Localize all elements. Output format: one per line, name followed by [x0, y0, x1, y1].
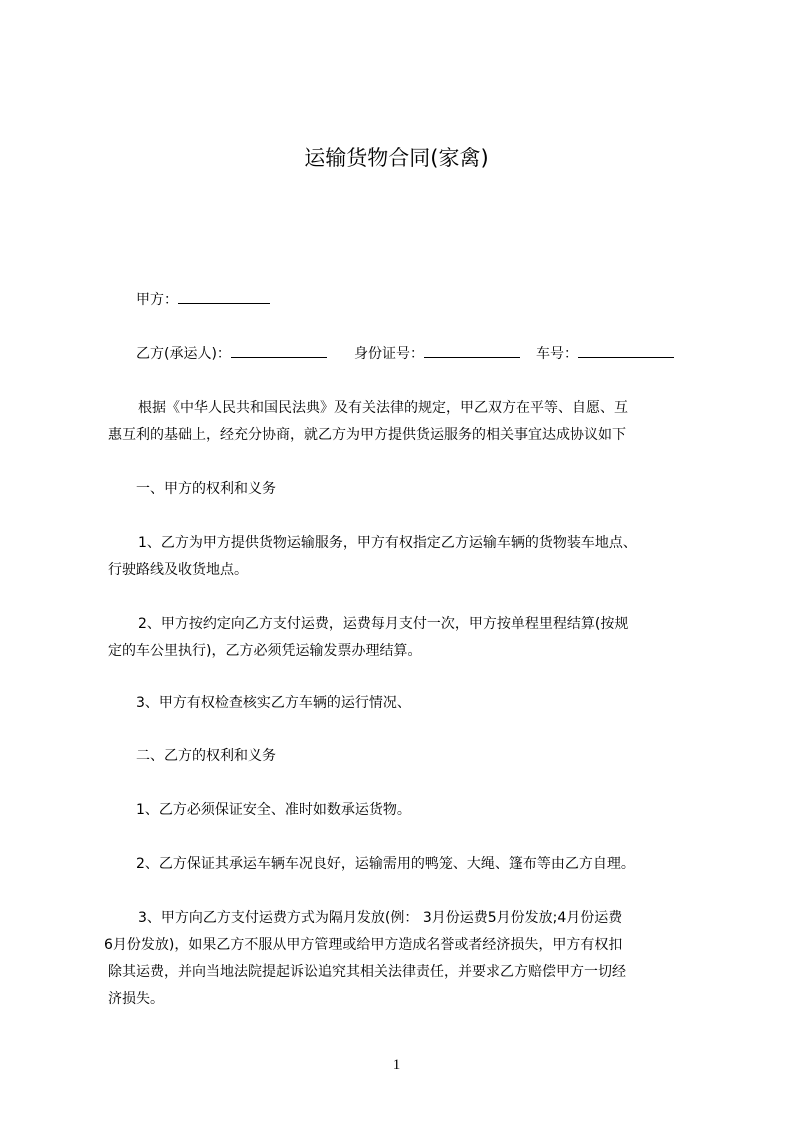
- section-2-clause-3-line-3: 除其运费，并向当地法院提起诉讼追究其相关法律责任，并要求乙方赔偿甲方一切经: [108, 964, 626, 980]
- party-b-label: 乙方(承运人)：: [136, 346, 231, 362]
- section-2-clause-2: 2、乙方保证其承运车辆车况良好，运输需用的鸭笼、大绳、篷布等由乙方自理。: [136, 856, 635, 872]
- section-1-clause-1-line-1: 1、乙方为甲方提供货物运输服务，甲方有权指定乙方运输车辆的货物装车地点、: [138, 535, 637, 551]
- intro-line-2: 惠互利的基础上，经充分协商，就乙方为甲方提供货运服务的相关事宜达成协议如下: [108, 427, 626, 443]
- party-b-line: [136, 344, 327, 364]
- plate-number-line: [536, 344, 674, 364]
- plate-number-blank: [578, 344, 674, 358]
- section-2-clause-1: 1、乙方必须保证安全、准时如数承运货物。: [136, 802, 411, 818]
- party-a-blank: [178, 290, 270, 304]
- section-1-clause-2-line-2: 定的车公里执行)，乙方必须凭运输发票办理结算。: [108, 643, 422, 659]
- id-number-label: 身份证号：: [354, 346, 424, 362]
- section-2-clause-3-line-2: 6月份发放)，如果乙方不服从甲方管理或给甲方造成名誉或者经济损失，甲方有权扣: [104, 937, 623, 953]
- section-1-clause-2-line-1: 2、甲方按约定向乙方支付运费，运费每月支付一次，甲方按单程里程结算(按规: [138, 616, 629, 632]
- intro-line-1: 根据《中华人民共和国民法典》及有关法律的规定，甲乙双方在平等、自愿、互: [138, 400, 628, 416]
- page-number: 1: [392, 1057, 401, 1073]
- section-2-clause-3-line-4: 济损失。: [108, 991, 164, 1007]
- party-a-line: [136, 290, 270, 310]
- plate-number-label: 车号：: [536, 346, 578, 362]
- id-number-blank: [424, 344, 520, 358]
- id-number-line: [354, 344, 520, 364]
- section-2-heading: 二、乙方的权利和义务: [136, 748, 276, 764]
- section-1-clause-3: 3、甲方有权检查核实乙方车辆的运行情况、: [136, 695, 411, 711]
- section-2-clause-3-line-1: 3、甲方向乙方支付运费方式为隔月发放(例： 3月份运费5月份发放;4月份运费: [138, 910, 623, 926]
- section-1-clause-1-line-2: 行驶路线及收货地点。: [108, 562, 248, 578]
- party-b-blank: [231, 344, 327, 358]
- party-a-label: 甲方：: [136, 292, 178, 308]
- document-title: 运输货物合同(家禽): [304, 146, 489, 170]
- section-1-heading: 一、甲方的权利和义务: [136, 481, 276, 497]
